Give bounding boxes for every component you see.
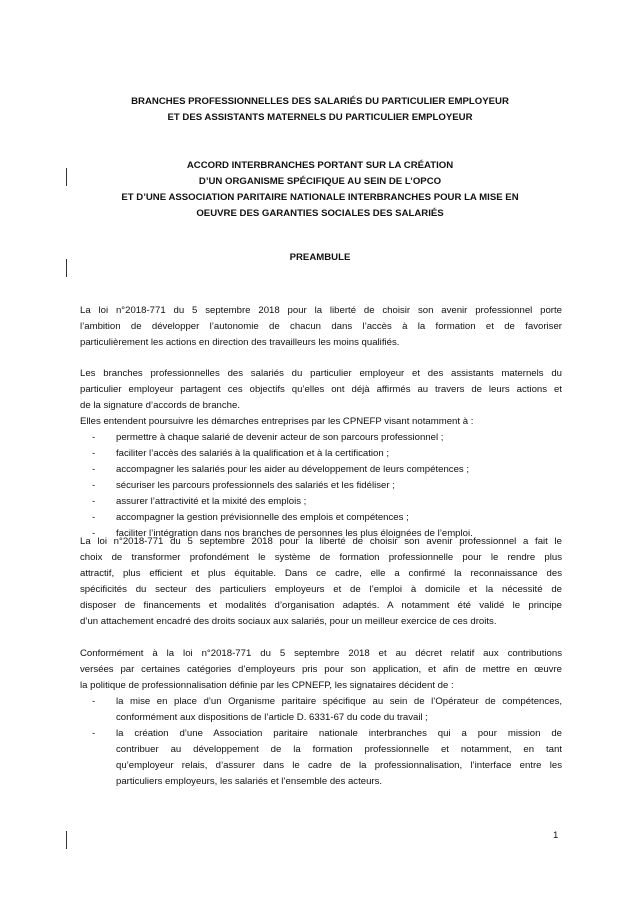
paragraph-line: l’ambition de développer l’autonomie de chacun dans l’accès à la formation et de favoriser [80, 321, 562, 332]
list-item-line: - la création d’une Association paritaire nationale interbranches qui a pour mission de [116, 728, 562, 739]
paragraph-line: Elles entendent poursuivre les démarches entreprises par les CPNEFP visant notamment à : [80, 416, 474, 427]
paragraph-line: choix de transformer profondément le système de formation professionnelle pour le rendre plus [80, 552, 562, 563]
list-item-line: particuliers employeurs, les salariés et l’ensemble des acteurs. [116, 776, 383, 787]
list-item [80, 478, 562, 494]
preamble-heading-text: PREAMBULE [289, 252, 351, 263]
header-line-2: ET DES ASSISTANTS MATERNELS DU PARTICULIER EMPLOYEUR [167, 112, 473, 123]
list-item [80, 446, 562, 462]
list-item-text: accompagner les salariés pour les aider au développement de leurs compétences ; [116, 464, 470, 475]
page-number: 1 [553, 830, 559, 841]
paragraph-line: particulièrement les actions en direction des travailleurs les moins qualifiés. [80, 337, 400, 348]
preamble-heading [80, 250, 560, 266]
list-item [80, 694, 562, 726]
paragraph-line: de la signature d’accords de branche. [80, 400, 240, 411]
list-item [80, 430, 562, 446]
paragraph-line: d’un attachement encadré des droits sociaux aux salariés, pour un meilleur exercice de ces droits. [80, 616, 497, 627]
list-item-line: qu’employeur relais, d’assurer dans le cadre de la professionnalisation, l’interface entre les [116, 760, 562, 771]
decisions-list [80, 694, 562, 790]
title-line-4: OEUVRE DES GARANTIES SOCIALES DES SALARIÉS [196, 208, 444, 219]
list-item [80, 726, 562, 790]
list-item-text: faciliter l’intégration dans nos branches de personnes les plus éloignées de l’emploi. [116, 528, 473, 539]
revision-bar [66, 259, 67, 277]
revision-bar [66, 831, 67, 849]
title-line-1: ACCORD INTERBRANCHES PORTANT SUR LA CRÉATION [186, 160, 454, 171]
list-item [80, 494, 562, 510]
list-item-line: conformément aux dispositions de l’article D. 6331-67 du code du travail ; [116, 712, 428, 723]
paragraph-line: Les branches professionnelles des salariés du particulier employeur et des assistants maternels du [80, 368, 562, 379]
list-item-text: sécuriser les parcours professionnels des salariés et les fidéliser ; [116, 480, 395, 491]
title-line-3: ET D’UNE ASSOCIATION PARITAIRE NATIONALE INTERBRANCHES POUR LA MISE EN [121, 192, 519, 203]
header-line-1: BRANCHES PROFESSIONNELLES DES SALARIÉS DU PARTICULIER EMPLOYEUR [131, 96, 509, 107]
paragraph-3 [80, 534, 562, 630]
list-item-line: - la mise en place d’un Organisme paritaire spécifique au sein de l’Opérateur de compétences, [116, 696, 562, 707]
paragraph-4 [80, 646, 562, 790]
list-item [80, 510, 562, 526]
title-line-2: D’UN ORGANISME SPÉCIFIQUE AU SEIN DE L’OPCO [198, 176, 442, 187]
paragraph-line: Conformément à la loi n°2018-771 du 5 septembre 2018 et au décret relatif aux contributions [80, 648, 562, 659]
paragraph-line: particulier employeur partagent ces objectifs qu’elles ont déjà affirmés au travers de leurs actions et [80, 384, 562, 395]
paragraph-line: la politique de professionnalisation définie par les CPNEFP, les signataires décident de : [80, 680, 454, 691]
branches-header [80, 94, 560, 126]
list-item-line: contribuer au développement de la formation professionnelle et notamment, en tant [116, 744, 562, 755]
paragraph-line: spécificités du secteur des particuliers employeurs et de l’emploi à domicile et la nécessité de [80, 584, 562, 595]
paragraph-1 [80, 303, 562, 351]
revision-bar [66, 168, 67, 186]
paragraph-line: disposer de financements et modalités d’organisation adaptés. A notamment été validé le principe [80, 600, 562, 611]
list-item-text: accompagner la gestion prévisionnelle des emplois et compétences ; [116, 512, 409, 523]
paragraph-line: attractif, plus efficient et plus équitable. Dans ce cadre, elle a confirmé la reconnaissance des [80, 568, 562, 579]
paragraph-line: La loi n°2018-771 du 5 septembre 2018 pour la liberté de choisir son avenir professionnel a fait le [80, 536, 562, 547]
list-item [80, 462, 562, 478]
agreement-title [80, 158, 560, 222]
list-item-text: permettre à chaque salarié de devenir acteur de son parcours professionnel ; [116, 432, 444, 443]
objectives-list [80, 430, 562, 542]
list-item-text: faciliter l’accès des salariés à la qualification et à la certification ; [116, 448, 390, 459]
list-item-text: assurer l’attractivité et la mixité des emplois ; [116, 496, 307, 507]
paragraph-line: versées par certaines catégories d’employeurs pris pour son application, et afin de mettre en œuvre [80, 664, 562, 675]
paragraph-line: La loi n°2018-771 du 5 septembre 2018 pour la liberté de choisir son avenir professionnel porte [80, 305, 562, 316]
paragraph-2 [80, 366, 562, 542]
